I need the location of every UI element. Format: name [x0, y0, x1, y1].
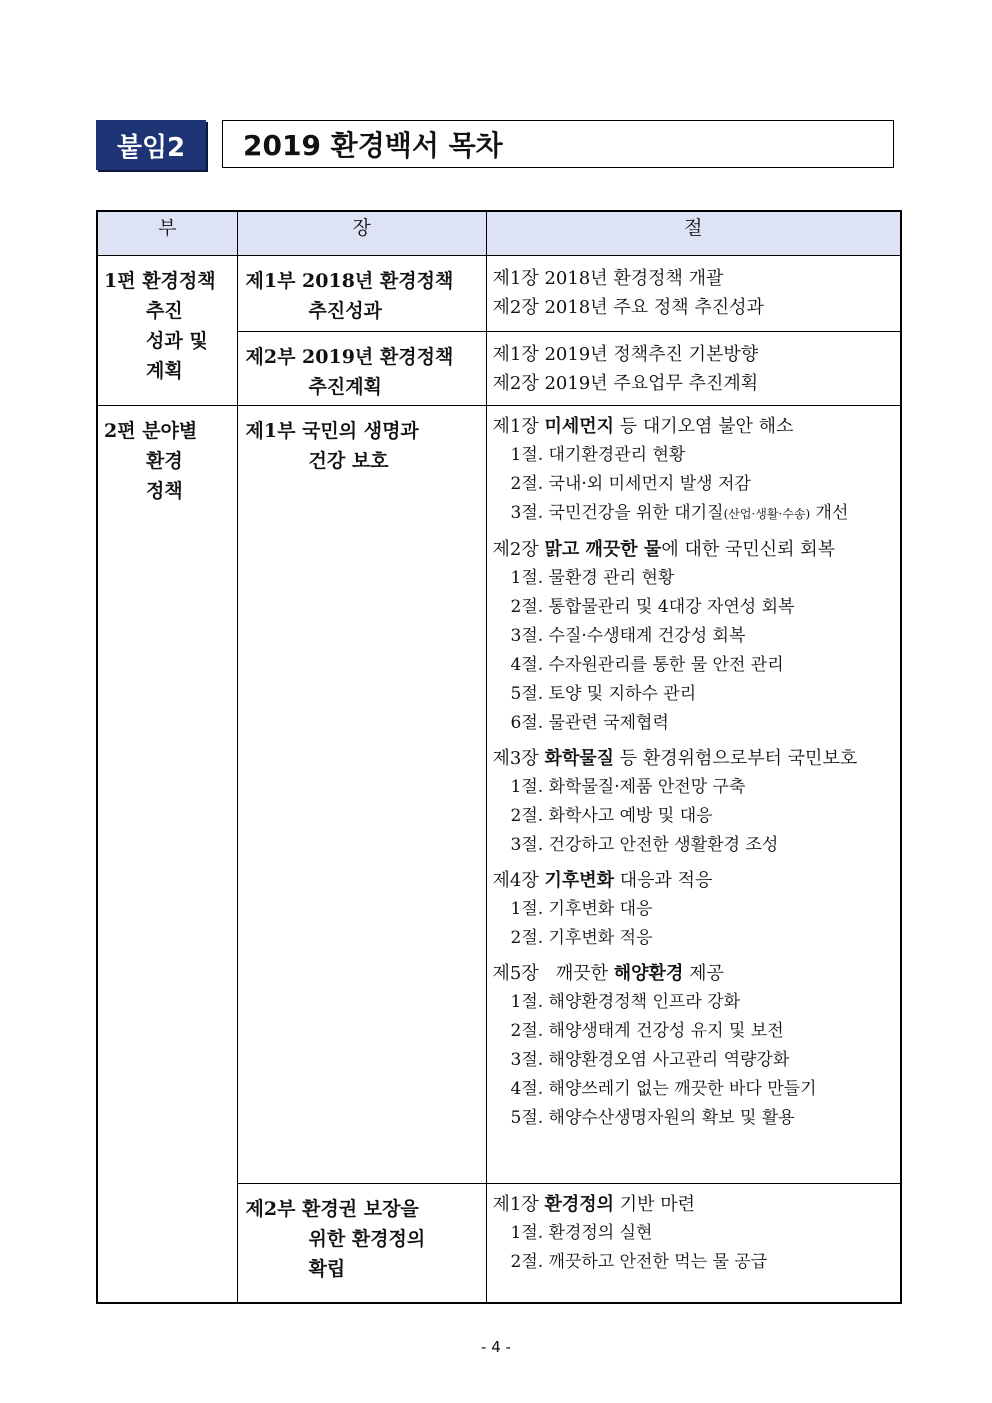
part-1-cell: 1편 환경정책 추진 성과 및 계획 — [97, 255, 237, 405]
section-cell — [486, 405, 901, 1183]
section-cell: 제1장 2018년 환경정책 개괄 제2장 2018년 주요 정책 추진성과 — [486, 255, 901, 331]
chapter-cell: 제2부 2019년 환경정책 추진계획 — [237, 331, 486, 405]
chapter-group: 제2장 맑고 깨끗한 물에 대한 국민신뢰 회복 1절. 물환경 관리 현황 2절. 통합물관리 및 4대강 자연성 회복 3절. 수질·수생태계 건강성 회복 4절. 수자원관리를 통한 물 안전 관리 5절. 토양 및 지하수 관리 6절. 물관련 국제협력 — [492, 538, 835, 733]
part-2-cell: 2편 분야별 환경 정책 — [97, 405, 237, 1303]
section-cell — [486, 1183, 901, 1303]
col-header-part: 부 — [97, 211, 237, 255]
document-header — [96, 120, 896, 170]
page-number: - 4 - — [481, 1338, 511, 1356]
col-header-section: 절 — [486, 211, 901, 255]
col-header-chapter: 장 — [237, 211, 486, 255]
section-cell: 제1장 2019년 정책추진 기본방향 제2장 2019년 주요업무 추진계획 — [486, 331, 901, 405]
chapter-group: 제1장 미세먼지 등 대기오염 불안 해소 1절. 대기환경관리 현황 2절. 국내·외 미세먼지 발생 저감 3절. 국민건강을 위한 대기질(산업·생활·수송) 개선 — [492, 415, 849, 523]
chapter-cell: 제2부 환경권 보장을 위한 환경정의 확립 — [237, 1183, 486, 1303]
chapter-group: 제4장 기후변화 대응과 적응 1절. 기후변화 대응 2절. 기후변화 적응 — [492, 869, 713, 948]
chapter-group: 제1장 환경정의 기반 마련 1절. 환경정의 실현 2절. 깨끗하고 안전한 먹는 물 공급 — [492, 1193, 768, 1272]
toc-table — [96, 210, 902, 1304]
table-row — [97, 255, 901, 331]
chapter-group: 제5장 깨끗한 해양환경 제공 1절. 해양환경정책 인프라 강화 2절. 해양생태계 건강성 유지 및 보전 3절. 해양환경오염 사고관리 역량강화 4절. 해양쓰레기 없는 깨끗한 바다 만들기 5절. 해양수산생명자원의 확보 및 활용 — [492, 962, 817, 1128]
chapter-group: 제3장 화학물질 등 환경위험으로부터 국민보호 1절. 화학물질·제품 안전망 구축 2절. 화학사고 예방 및 대응 3절. 건강하고 안전한 생활환경 조성 — [492, 747, 858, 855]
table-row — [97, 405, 901, 1183]
page-title: 2019 환경백서 목차 — [222, 120, 894, 168]
chapter-cell: 제1부 2018년 환경정책 추진성과 — [237, 255, 486, 331]
table-header-row — [97, 211, 901, 255]
chapter-cell: 제1부 국민의 생명과 건강 보호 — [237, 405, 486, 1183]
attachment-badge: 붙임2 — [96, 120, 206, 170]
